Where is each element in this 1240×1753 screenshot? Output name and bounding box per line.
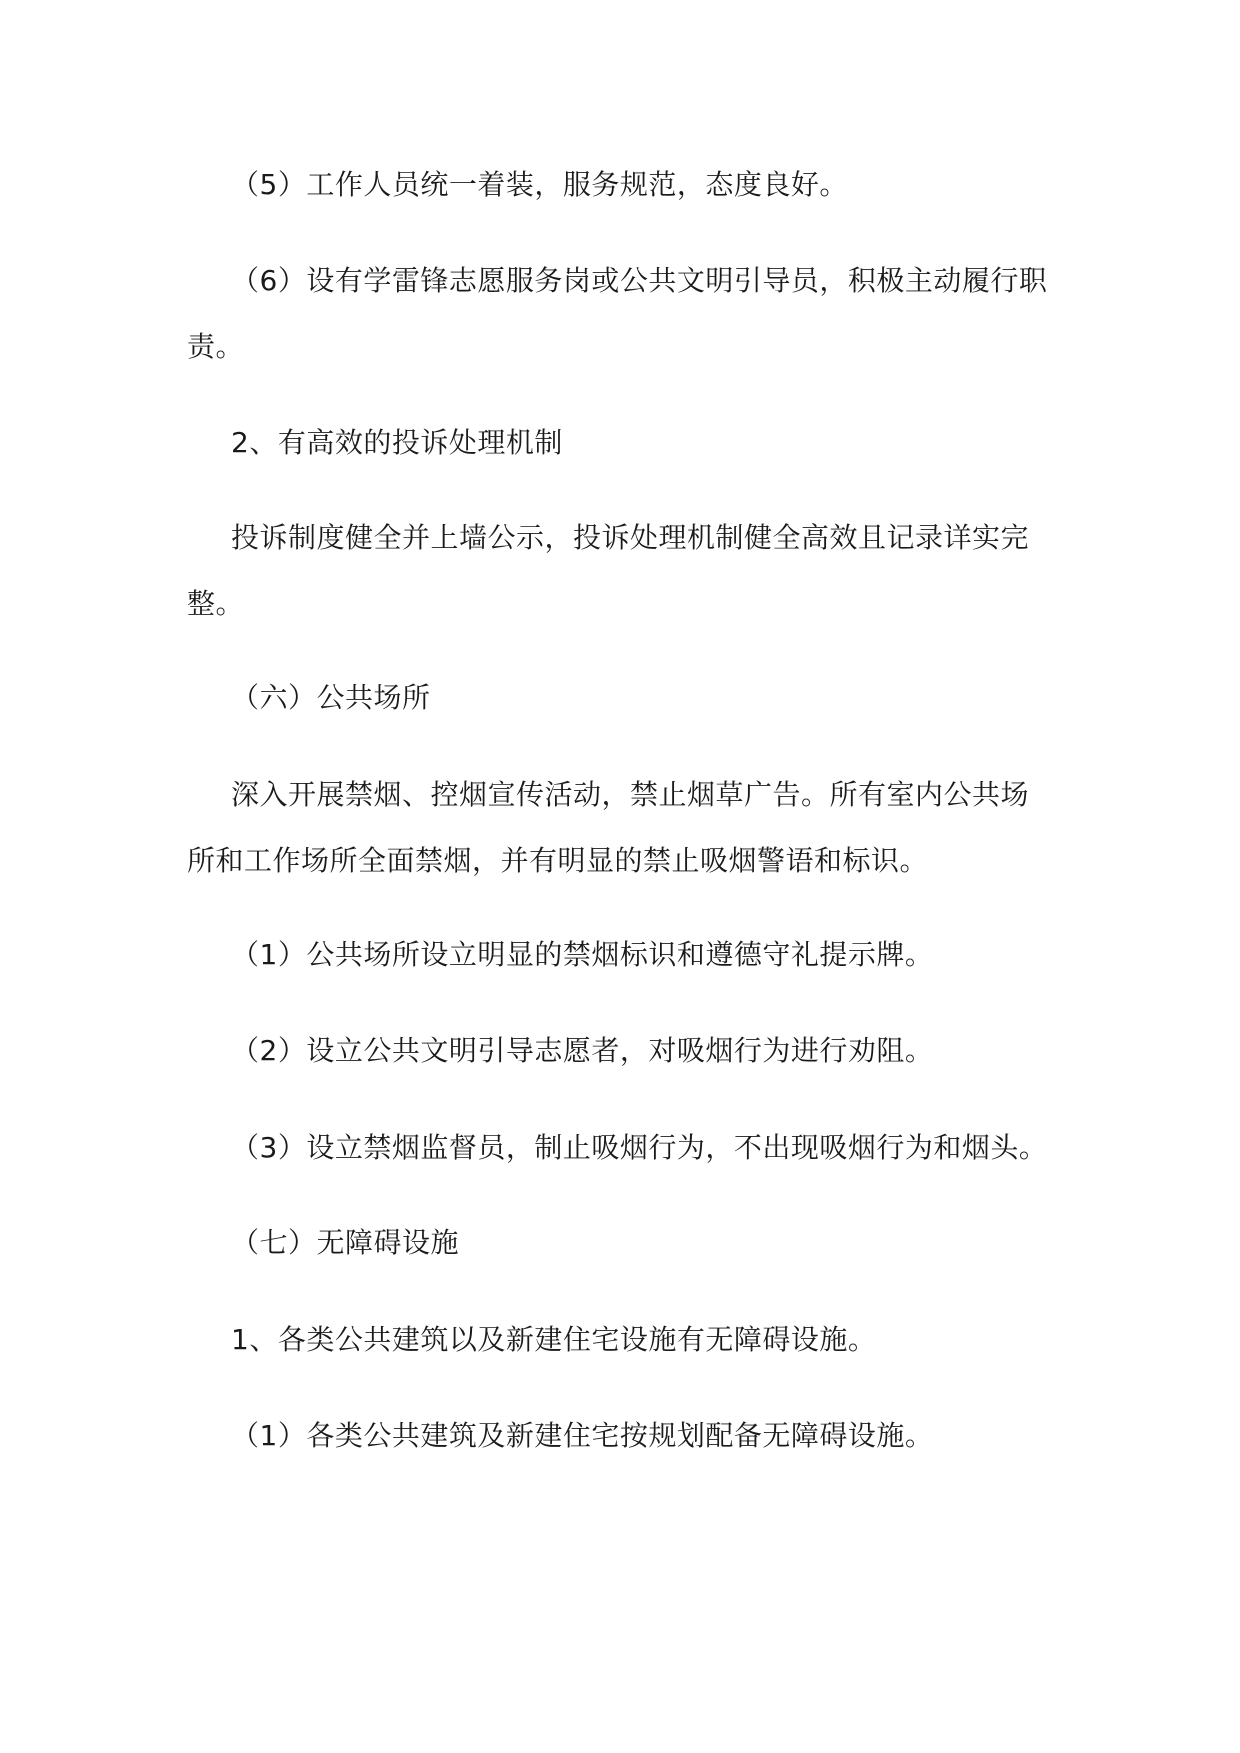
paragraph-complaint-system: 投诉制度健全并上墙公示，投诉处理机制健全高效且记录详实完整。 bbox=[187, 521, 1030, 620]
section-heading-public-places: （六）公共场所 bbox=[231, 681, 431, 714]
paragraph-item-2-guide-volunteers: （2）设立公共文明引导志愿者，对吸烟行为进行劝阻。 bbox=[231, 1034, 934, 1067]
paragraph-heading-complaint-mechanism: 2、有高效的投诉处理机制 bbox=[231, 426, 563, 459]
paragraph-heading-accessible-buildings: 1、各类公共建筑以及新建住宅设施有无障碍设施。 bbox=[231, 1323, 877, 1356]
paragraph-item-3-supervisors: （3）设立禁烟监督员，制止吸烟行为，不出现吸烟行为和烟头。 bbox=[231, 1131, 1048, 1164]
paragraph-smoking-ban: 深入开展禁烟、控烟宣传活动，禁止烟草广告。所有室内公共场所和工作场所全面禁烟，并有明显的禁止吸烟警语和标识。 bbox=[187, 778, 1030, 877]
paragraph-item-1-signage: （1）公共场所设立明显的禁烟标识和遵德守礼提示牌。 bbox=[231, 938, 934, 971]
paragraph-item-6-volunteer-post: （6）设有学雷锋志愿服务岗或公共文明引导员，积极主动履行职责。 bbox=[187, 264, 1048, 363]
paragraph-item-1-planned-facilities: （1）各类公共建筑及新建住宅按规划配备无障碍设施。 bbox=[231, 1419, 934, 1452]
section-heading-accessibility: （七）无障碍设施 bbox=[231, 1226, 460, 1259]
paragraph-item-5-attire: （5）工作人员统一着装，服务规范，态度良好。 bbox=[231, 168, 848, 201]
